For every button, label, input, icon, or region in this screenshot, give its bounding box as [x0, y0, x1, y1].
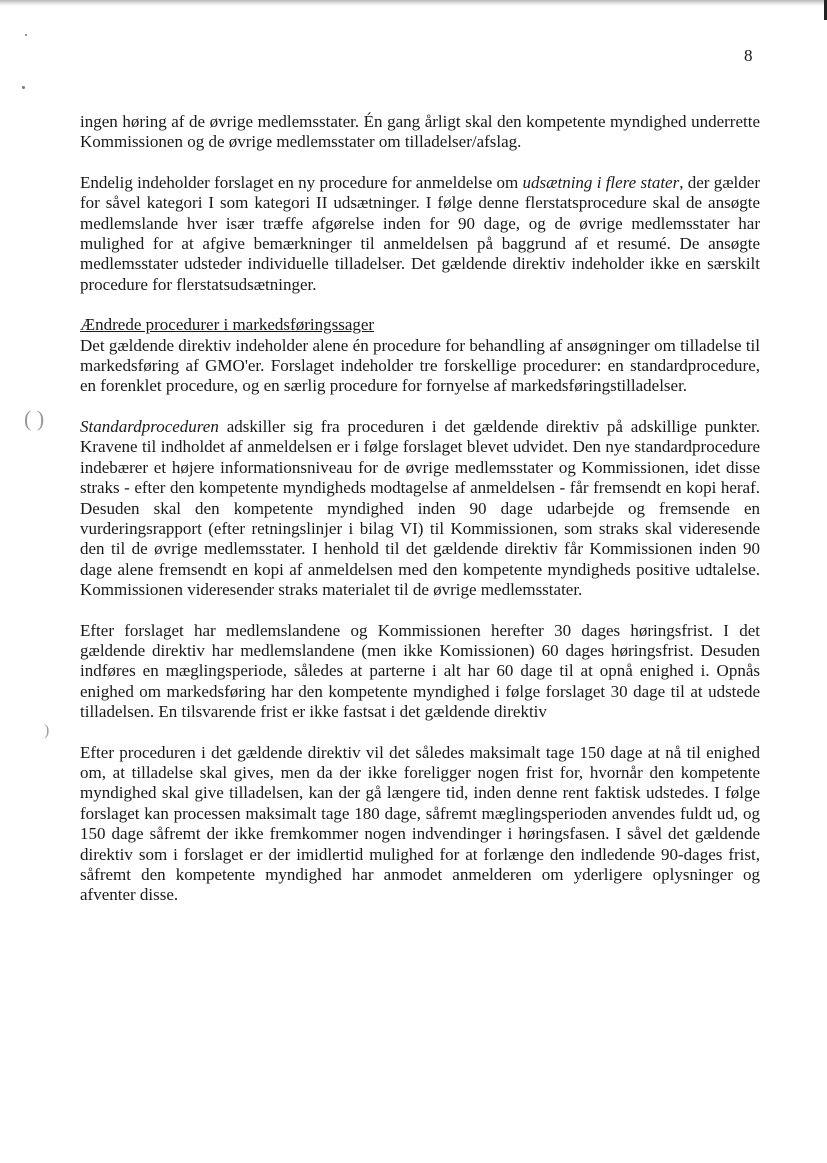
- paragraph-text: Efter forslaget har medlemslandene og Kommissionen herefter 30 dages høringsfrist. I det gældende direktiv har medlemslandene (men ikke Komissionen) 60 dages høringsfrist. Desuden indføres en mæglingsperiode, således at parterne i alt har 60 dage til at opnå enighed i. Opnås enighed om markedsføring har den kompetente myndighed i følge forslaget 30 dage til at udstede tilladelsen. En tilsvarende frist er ikke fastsat i det gældende direktiv: [80, 620, 760, 722]
- paragraph-4: [80, 417, 760, 601]
- paragraph-text: Efter proceduren i det gældende direktiv vil det således maksimalt tage 150 dage at nå til enighed om, at tilladelse skal gives, men da der ikke foreligger nogen frist for, hvornår den kompetente myndighed skal give tilladelsen, kan der gå længere tid, inden denne rent faktisk udstedes. I følge forslaget kan processen maksimalt tage 180 dage, såfremt mæglingsperioden anvendes fuldt ud, og 150 dage såfremt der ikke fremkommer nogen indvendinger i høringsfasen. I såvel det gældende direktiv som i forslaget er der imidlertid mulighed for at forlænge den indledende 90-dages frist, såfremt den kompetente myndighed har anmodet anmelderen om yderligere oplysninger og afventer disse.: [80, 742, 760, 905]
- section-heading: Ændrede procedurer i markedsføringssager: [80, 315, 375, 335]
- emphasis-text: udsætning i flere stater: [522, 172, 680, 192]
- paragraph-3: [80, 336, 760, 397]
- paragraph-5: [80, 621, 760, 723]
- emphasis-text: Standardproceduren: [80, 416, 219, 436]
- paragraph-text: , der gælder for såvel kategori I som kategori II udsætninger. I følge denne flerstatsprocedure skal de ansøgte medlemslande hver især træffe afgørelse inden for 90 dage, og de øvrige medlemsstater har mulighed for at afgive bemærkninger til anmeldelsen på baggrund af et resumé. De ansøgte medlemsstater udsteder individuelle tilladelser. Det gældende direktiv indeholder ikke en særskilt procedure for flerstatsudsætninger.: [80, 172, 760, 294]
- margin-mark: ): [44, 722, 50, 739]
- paragraph-1: [80, 112, 760, 153]
- scan-edge-shadow: [0, 0, 827, 6]
- paragraph-text: Endelig indeholder forslaget en ny procedure for anmeldelse om: [80, 172, 523, 192]
- scan-speck: [22, 86, 25, 89]
- paragraph-6: [80, 743, 760, 906]
- paragraph-text: adskiller sig fra proceduren i det gældende direktiv på adskillige punkter. Kravene til indholdet af anmeldelsen er i følge forslaget blevet udvidet. Den nye standardprocedure indebærer et højere informationsniveau for de øvrige medlemsstater og Kommissionen, idet disse straks - efter den kompetente myndigheds modtagelse af anmeldelsen - får fremsendt en kopi heraf. Desuden skal den kompetente myndighed inden 90 dage udarbejde og fremsende en vurderingsrapport (efter retningslinjer i bilag VI) til Kommissionen, som straks skal videresende den til de øvrige medlemsstater. I henhold til det gældende direktiv får Kommissionen inden 90 dage alene fremsendt en kopi af anmeldelsen med den kompetente myndigheds positive udtalelse. Kommissionen videresender straks materialet til de øvrige medlemsstater.: [80, 416, 760, 600]
- page-number: 8: [744, 46, 753, 65]
- scan-speck: [25, 34, 27, 36]
- paragraph-text: Det gældende direktiv indeholder alene én procedure for behandling af ansøgninger om tilladelse til markedsføring af GMO'er. Forslaget indeholder tre forskellige procedurer: en standardprocedure, en forenklet procedure, og en særlig procedure for fornyelse af markedsføringstilladelser.: [80, 335, 760, 396]
- paragraph-2: [80, 173, 760, 295]
- paragraph-text: ingen høring af de øvrige medlemsstater. Én gang årligt skal den kompetente myndighed underrette Kommissionen og de øvrige medlemsstater om tilladelser/afslag.: [80, 112, 760, 152]
- punch-hole-mark: ( ): [24, 406, 45, 431]
- document-body: [80, 112, 760, 906]
